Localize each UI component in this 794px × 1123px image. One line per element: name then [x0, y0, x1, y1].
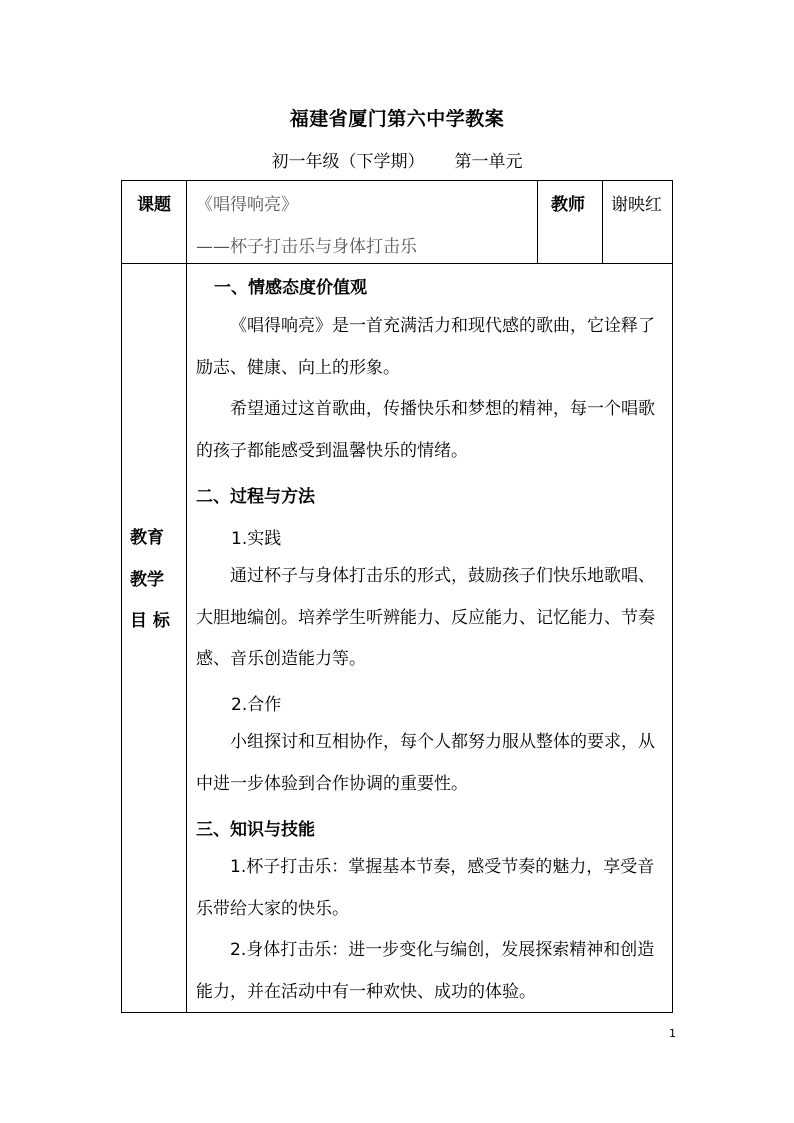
section2-paragraph-1: 通过杯子与身体打击乐的形式，鼓励孩子们快乐地歌唱、大胆地编创。培养学生听辨能力、反应能力、记忆能力、节奏感、音乐创造能力等。	[196, 566, 655, 669]
goals-label-1: 教育	[130, 528, 164, 548]
page-number: 1	[669, 1027, 676, 1040]
section3-paragraph-2: 2.身体打击乐：进一步变化与编创，发展探索精神和创造能力，并在活动中有一种欢快、成功的体验。	[196, 940, 655, 1002]
section2-subheading-2: 2.合作	[231, 695, 282, 715]
topic-subtitle: ——杯子打击乐与身体打击乐	[196, 237, 417, 257]
section2-paragraph-2: 小组探讨和互相协作，每个人都努力服从整体的要求，从中进一步体验到合作协调的重要性。	[196, 732, 655, 794]
goals-label-3: 目 标	[130, 611, 170, 631]
grade-label: 初一年级（下学期）	[271, 152, 425, 172]
unit-label: 第一单元	[454, 152, 523, 172]
page-subtitle	[0, 147, 794, 172]
section2-heading: 二、过程与方法	[196, 487, 315, 507]
section1-heading: 一、情感态度价值观	[214, 278, 367, 298]
page-title: 福建省厦门第六中学教案	[289, 108, 505, 130]
teacher-label: 教师	[551, 195, 585, 215]
section1-paragraph-1: 《唱得响亮》是一首充满活力和现代感的歌曲，它诠释了励志、健康、向上的形象。	[196, 316, 655, 378]
section1-paragraph-2: 希望通过这首歌曲，传播快乐和梦想的精神，每一个唱歌的孩子都能感受到温馨快乐的情绪。	[196, 399, 655, 461]
teacher-name: 谢映红	[611, 195, 662, 215]
section3-paragraph-1: 1.杯子打击乐：掌握基本节奏，感受节奏的魅力，享受音乐带给大家的快乐。	[196, 857, 655, 919]
goals-label-2: 教学	[130, 570, 164, 590]
topic-title: 《唱得响亮》	[196, 195, 298, 215]
section3-heading: 三、知识与技能	[196, 820, 315, 840]
topic-label: 课题	[137, 195, 171, 215]
section2-subheading-1: 1.实践	[231, 529, 282, 549]
